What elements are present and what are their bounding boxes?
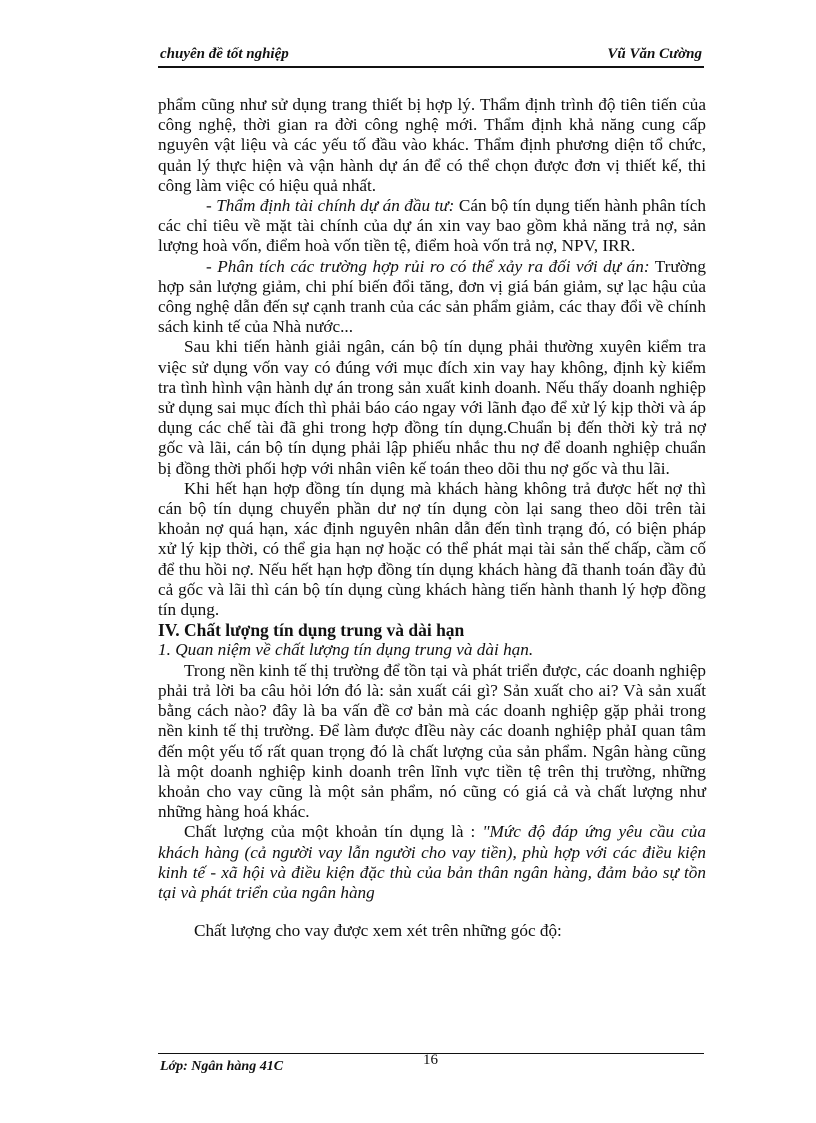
page-number: 16 <box>423 1052 438 1068</box>
paragraph-8: Chất lượng cho vay được xem xét trên những góc độ: <box>194 921 562 941</box>
document-body <box>158 95 706 941</box>
page-footer <box>158 1053 704 1078</box>
paragraph-4: Sau khi tiến hành giải ngân, cán bộ tín dụng phải thường xuyên kiểm tra việc sử dụng vốn vay có đúng với mục đích xin vay hay không, định kỳ kiểm tra tình hình vận hành dự án trong sản xuất kinh doanh. Nếu thấy doanh nghiệp sử dụng sai mục đích thì phải báo cáo ngay với lãnh đạo để xử lý kịp thời và áp dụng các chế tài đã ghi trong hợp đồng tín dụng.Chuẩn bị đến thời kỳ trả nợ gốc và lãi, cán bộ tín dụng phải lập phiếu nhắc thu nợ để doanh nghiệp chuẩn bị đồng thời phối hợp với nhân viên kế toán theo dõi thu nợ gốc và thu lãi. <box>158 337 706 478</box>
definition-quote: "Mức độ đáp ứng yêu cầu của khách hàng (cả người vay lẫn người cho vay tiền), phù hợp với các điều kiện kinh tế - xã hội và điều kiện đặc thù của bản thân ngân hàng, đảm bảo sự tồn tại và phát triển của ngân hàng <box>158 822 706 902</box>
page-header <box>158 40 704 68</box>
paragraph-2-text: Cán bộ tín dụng tiến hành phân tích các chỉ tiêu về mặt tài chính của dự án xin vay bao gồm khả năng trả nợ, sản lượng hoà vốn, điểm hoà vốn tiền tệ, điểm hoà vốn trả nợ, NPV, IRR. <box>158 196 706 256</box>
paragraph-3 <box>158 257 706 338</box>
paragraph-3-text: Trường hợp sản lượng giảm, chi phí biến đổi tăng, đơn vị giá bán giảm, sự lạc hậu của công nghệ dẫn đến sự cạnh tranh của các sản phẩm giảm, các thay đổi về chính sách kinh tế của Nhà nước... <box>158 256 706 337</box>
paragraph-6: Trong nền kinh tế thị trường để tồn tại và phát triển được, các doanh nghiệp phải trả lời ba câu hỏi lớn đó là: sản xuất cái gì? Sản xuất cho ai? Và sản xuất bằng cách nào? đây là ba vấn đề cơ bản mà các doanh nghiệp gặp phải trong nền kinh tế thị trường. Để làm được đIều này các doanh nghiệp phảI quan tâm đến một yếu tố rất quan trọng đó là chất lượng của sản phẩm. Ngân hàng cũng là một doanh nghiệp kinh doanh trên lĩnh vực tiền tệ trên thị trường, những khoản cho vay cũng là một sản phẩm, nó cũng có giá cả và chất lượng như những hàng hoá khác. <box>158 660 706 822</box>
header-author: Vũ Văn Cường <box>607 46 702 62</box>
paragraph-7-lead: Chất lượng của một khoản tín dụng là : <box>184 822 483 842</box>
subsection-heading: 1. Quan niệm về chất lượng tín dụng trung và dài hạn. <box>158 640 534 660</box>
footer-class-label: Lớp: Ngân hàng 41C <box>160 1059 284 1074</box>
paragraph-2 <box>158 196 706 257</box>
section-heading: IV. Chất lượng tín dụng trung và dài hạn <box>158 620 465 641</box>
paragraph-2-lead: - Thẩm định tài chính dự án đầu tư: <box>206 196 455 216</box>
paragraph-7 <box>158 822 706 903</box>
paragraph-3-lead: - Phân tích các trường hợp rủi ro có thể xảy ra đối với dự án: <box>206 256 650 276</box>
paragraph-1: phẩm cũng như sử dụng trang thiết bị hợp lý. Thẩm định trình độ tiên tiến của công nghệ, thời gian ra đời công nghệ mới. Thẩm định khả năng cung cấp nguyên vật liệu và các yếu tố đầu vào khác. Thẩm định phương diện tổ chức, quản lý thực hiện và vận hành dự án để có thể chọn được đơn vị thiết kế, thi công làm việc có hiệu quả nhất. <box>158 95 706 195</box>
paragraph-5: Khi hết hạn hợp đồng tín dụng mà khách hàng không trả được hết nợ thì cán bộ tín dụng chuyển phần dư nợ tín dụng còn lại sang theo dõi trên tài khoản nợ quá hạn, xác định nguyên nhân dẫn đến tình trạng đó, có biện pháp xử lý kịp thời, có thể gia hạn nợ hoặc có thể phát mại tài sản thế chấp, cầm cố để thu hồi nợ. Nếu hết hạn hợp đồng tín dụng khách hàng đã thanh toán đầy đủ cả gốc và lãi thì cán bộ tín dụng cùng khách hàng tiến hành thanh lý hợp đồng tín dụng. <box>158 478 706 620</box>
header-title: chuyên đề tốt nghiệp <box>160 46 289 62</box>
